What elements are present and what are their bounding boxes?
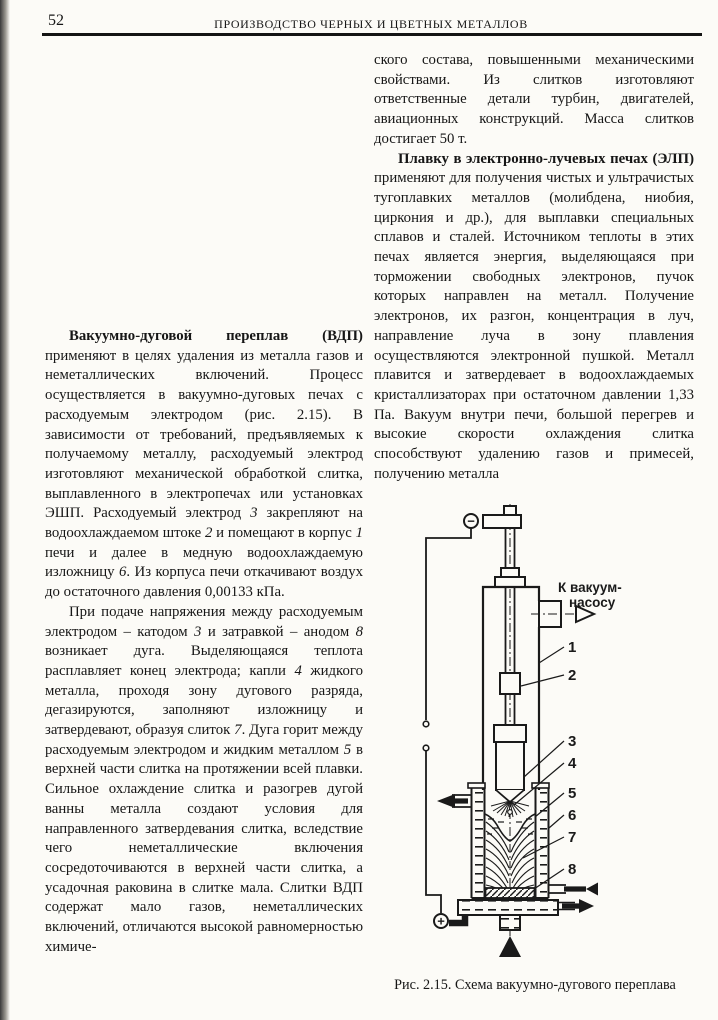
paragraph <box>374 150 694 485</box>
left-column <box>45 327 363 1013</box>
body-text: и затравкой – анодом <box>201 623 356 640</box>
body-text: жидкого металла, проходя зону дугового разряда, дегазируются, заполняют изложницу и затвердевают, образуя слиток <box>45 662 363 739</box>
bold-lead-text: Плавку в электронно-лучевых печах (ЭЛП) <box>398 150 694 167</box>
consumable-electrode <box>494 725 526 802</box>
switch-contact-icon <box>423 745 429 751</box>
italic-ref-number: 6 <box>119 564 127 581</box>
support-triangle-icon <box>499 936 521 957</box>
body-text: возникает дуга. Выделяющаяся теплота расплавляет конец электрода; капли <box>45 643 363 679</box>
body-text: закрепляют на водоохлаждаемом штоке <box>45 505 363 542</box>
minus-sign: − <box>467 513 475 529</box>
header-rule <box>42 33 702 36</box>
vacuum-pump-label-line1: К вакуум- <box>558 580 622 595</box>
body-text: . Из корпуса печи откачивают воздух до остаточного давления 0,00133 кПа. <box>45 564 363 601</box>
scan-edge-shadow <box>0 0 10 1020</box>
water-outlet-arrow-icon <box>455 798 468 803</box>
italic-ref-number: 3 <box>194 623 202 640</box>
callout-4: 4 <box>568 755 577 772</box>
callout-7: 7 <box>568 829 577 846</box>
water-outlet-arrow-icon <box>437 794 455 808</box>
italic-ref-number: 4 <box>294 662 302 679</box>
pedestal <box>500 915 520 930</box>
water-inlet-right <box>549 883 599 896</box>
paragraph <box>45 603 363 958</box>
italic-ref-number: 7 <box>234 722 242 739</box>
callout-6: 6 <box>568 807 577 824</box>
water-outlet-left <box>437 794 472 808</box>
water-inlet-arrow-icon <box>586 883 598 896</box>
shaft-gland <box>495 568 525 587</box>
italic-ref-number: 3 <box>250 505 258 522</box>
body-text: применяют в целях удаления из металла газов и неметаллических включений. Процесс осуществляется в вакуумно-дуговых печах с расходуемым электродом (рис. 2.15). В зависимости от требований, предъявляемых к получаемому металлу, расходуемый электрод изготовляют механической обработкой слитка, выплавленного в электропечах или установках ЭШП. Расходуемый электрод <box>45 347 363 522</box>
page-number: 52 <box>48 12 64 29</box>
power-wire <box>423 528 471 913</box>
negative-terminal-icon <box>464 514 478 529</box>
bold-lead-text: Вакуумно-дуговой переплав (ВДП) <box>69 328 363 344</box>
body-text: ского состава, повышенными механическими свойствами. Из слитков изготовляют ответственные детали турбин, двигателей, авиационных конструкций. Масса слитков достигает 50 т. <box>374 52 694 147</box>
water-outlet-bottom <box>558 899 594 913</box>
body-text: При подаче напряжения между расходуемым электродом – катодом <box>45 603 363 640</box>
right-column <box>374 51 694 509</box>
callout-2: 2 <box>568 667 577 684</box>
water-inlet-arrow-icon <box>564 886 586 891</box>
italic-ref-number: 2 <box>204 525 213 542</box>
vacuum-arc-remelting-diagram <box>408 500 708 970</box>
callout-3: 3 <box>568 733 577 750</box>
base-plate <box>458 900 558 915</box>
water-outlet-arrow-icon <box>579 899 594 913</box>
plus-sign: + <box>437 913 445 929</box>
arc-zone <box>491 801 529 817</box>
body-text: применяют для получения чистых и ультрачистых тугоплавких металлов (молибдена, ниобия, циркония и др.), для выплавки специальных сплавов и сталей. Источником теплоты в этих печах является энергия, выделяющаяся при торможении свободных электронов, пучок которых направлен на металл. Получение электронов, их разгон, концентрация в луч, направление луча в зону плавления осуществляются электронной пушкой. Металл плавится и затвердевает в водоохлаждаемых кристаллизаторах при остаточном давлении 1,33 Па. Вакуум внутри печи, большой перегрев и высокие скорости охлаждения слитка способствуют удалению газов и примесей, получению металла <box>374 170 694 482</box>
callout-8: 8 <box>568 861 577 878</box>
paragraph <box>374 51 694 150</box>
vacuum-pump-label-line2: насосу <box>569 595 616 610</box>
body-text: в верхней части слитка на протяжении всей плавки. Сильное охлаждение слитка и разогрев дугой ванны металла создают условия для направленного затвердевания слитка, вследствие чего неметаллические включения сосредоточиваются в верхней части слитка, а усадочная раковина в слитке мала. Слитки ВДП содержат мало газов, неметаллических включений, отличаются высокой равномерностью химиче- <box>45 741 363 955</box>
callout-5: 5 <box>568 785 577 802</box>
body-text: печи и далее в медную водоохлаждаемую изложницу <box>45 544 363 581</box>
italic-ref-number: 8 <box>355 623 363 640</box>
italic-ref-number: 1 <box>355 525 363 542</box>
paragraph <box>45 327 363 603</box>
rod-coupling <box>500 673 520 694</box>
figure-2-15 <box>408 500 708 970</box>
body-text: и помещают в корпус <box>212 525 356 542</box>
italic-ref-number: 5 <box>343 741 352 758</box>
seed-plate <box>486 888 535 898</box>
callout-1: 1 <box>568 639 577 656</box>
body-text: . Дуга горит между расходуемым электродом и жидким металлом <box>45 722 363 758</box>
figure-caption: Рис. 2.15. Схема вакуумно-дугового переплава <box>394 977 676 993</box>
water-outlet-arrow-icon <box>562 903 580 908</box>
switch-contact-icon <box>423 721 429 727</box>
running-header: ПРОИЗВОДСТВО ЧЕРНЫХ И ЦВЕТНЫХ МЕТАЛЛОВ <box>214 17 528 31</box>
